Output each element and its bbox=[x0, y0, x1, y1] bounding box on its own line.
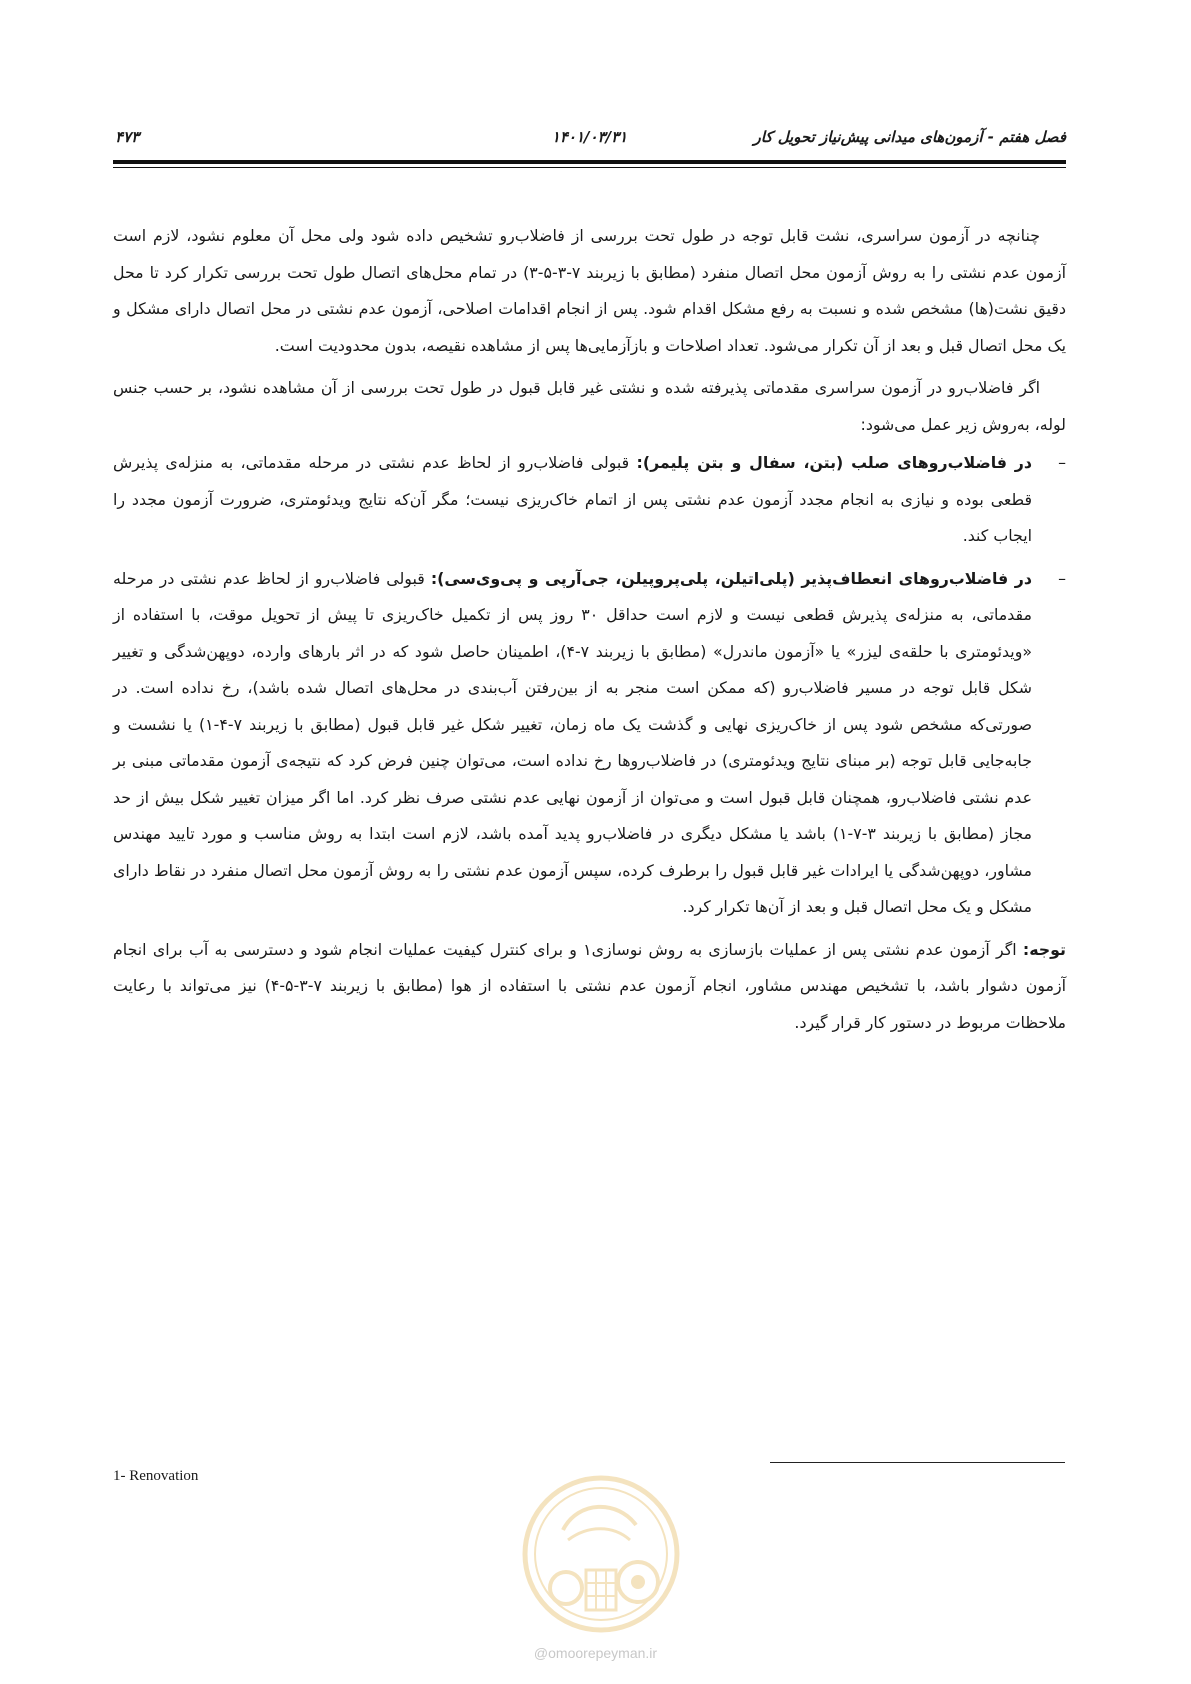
watermark-logo bbox=[508, 1470, 694, 1640]
list-item-rigid bbox=[113, 445, 1066, 555]
page-number: ۴۷۳ bbox=[115, 128, 140, 146]
list-item-flexible bbox=[113, 561, 1066, 926]
note-text: اگر آزمون عدم نشتی پس از عملیات بازسازی به روش نوسازی۱ و برای کنترل کیفیت عملیات انجام شود و دسترسی به آب برای انجام آزمون دشوار باشد، با تشخیص مهندس مشاور، انجام آزمون عدم نشتی با استفاده از هوا (مطابق با زیربند ۷-۳-۵-۴) نیز می‌تواند با رعایت ملاحظات مربوط در دستور کار قرار گیرد. bbox=[113, 939, 1066, 1032]
note-paragraph bbox=[113, 932, 1066, 1042]
footnote-rule bbox=[770, 1462, 1065, 1463]
note-label: توجه: bbox=[1022, 939, 1066, 959]
watermark-url: @omoorepeyman.ir bbox=[533, 1645, 658, 1661]
footnote: 1- Renovation bbox=[113, 1468, 199, 1484]
paragraph-1: چنانچه در آزمون سراسری، نشت قابل توجه در طول تحت بررسی از فاضلاب‌رو تشخیص داده شود ولی محل آن معلوم نشود، لازم است آزمون عدم نشتی را به روش آزمون محل اتصال منفرد (مطابق با زیربند ۷-۳-۵-۳) در تمام محل‌های اتصال طول تحت بررسی تکرار کرد تا محل دقیق نشت(ها) مشخص شده و نسبت به رفع مشکل اقدام شود. پس از انجام اقدامات اصلاحی، آزمون عدم نشتی در محل اتصال دارای مشکل و یک محل اتصال قبل و بعد از آن تکرار می‌شود. تعداد اصلاحات و بازآزمایی‌ها پس از مشاهده نقیصه، بدون محدودیت است. bbox=[113, 226, 1066, 355]
page-header bbox=[113, 128, 1066, 154]
header-rule-thick bbox=[113, 160, 1066, 164]
pipe-type-list bbox=[113, 445, 1066, 926]
header-rule-thin bbox=[113, 167, 1066, 168]
dash-bullet: – bbox=[1058, 568, 1066, 588]
body-text bbox=[113, 218, 1066, 1041]
list-item-text: قبولی فاضلاب‌رو از لحاظ عدم نشتی در مرحله مقدماتی، به منزله‌ی پذیرش قطعی بوده و نیازی به انجام مجدد آزمون عدم نشتی پس از اتمام خاک‌ریزی نیست؛ مگر آن‌که نتایج ویدئومتری، ضرورت آزمون مجدد را ایجاب کند. bbox=[113, 453, 1032, 545]
chapter-title: فصل هفتم - آزمون‌های میدانی پیش‌نیاز تحویل کار bbox=[753, 128, 1066, 146]
list-item-heading: در فاضلاب‌روهای صلب (بتن، سفال و بتن پلیمر): bbox=[636, 453, 1032, 472]
list-item-text: قبولی فاضلاب‌رو از لحاظ عدم نشتی در مرحله مقدماتی، به منزله‌ی پذیرش قطعی نیست و لازم است حداقل ۳۰ روز پس از تکمیل خاک‌ریزی تا پیش از تحویل موقت، با استفاده از «ویدئومتری با حلقه‌ی لیزر» یا «آزمون ماندرل» (مطابق با زیربند ۷-۴)، اطمینان حاصل شود که در اثر بارهای وارده، دوپهن‌شدگی و تغییر شکل قابل توجه در مسیر فاضلاب‌رو (که ممکن است منجر به از بین‌رفتن آب‌بندی در محل‌های اتصال شده باشد)، رخ نداده است. در صورتی‌که مشخص شود پس از خاک‌ریزی نهایی و گذشت یک ماه زمان، تغییر شکل غیر قابل قبول (مطابق با زیربند ۷-۴-۱) یا نشست و جابه‌جایی قابل توجه (بر مبنای نتایج ویدئومتری) در فاضلاب‌روها رخ نداده است، می‌توان چنین فرض کرد که نتیجه‌ی آزمون مقدماتی مبنی بر عدم نشتی فاضلاب‌رو، همچنان قابل قبول است و می‌توان از آزمون نهایی عدم نشتی صرف نظر کرد. اما اگر میزان تغییر شکل بیش از حد مجاز (مطابق با زیربند ۳-۷-۱) باشد یا مشکل دیگری در فاضلاب‌رو پدید آمده باشد، لازم است ابتدا به روش مناسب و مورد تایید مهندس مشاور، دوپهن‌شدگی یا ایرادات غیر قابل قبول را برطرف کرده، سپس آزمون عدم نشتی را به روش آزمون محل اتصال منفرد در نقاط دارای مشکل و یک محل اتصال قبل و بعد از آن‌ها تکرار کرد. bbox=[113, 568, 1033, 916]
list-item-heading: در فاضلاب‌روهای انعطاف‌پذیر (پلی‌اتیلن، پلی‌پروپیلن، جی‌آرپی و پی‌وی‌سی): bbox=[430, 568, 1032, 588]
header-date: ۱۴۰۱/۰۳/۳۱ bbox=[551, 128, 628, 146]
paragraph-2: اگر فاضلاب‌رو در آزمون سراسری مقدماتی پذیرفته شده و نشتی غیر قابل قبول در طول تحت بررسی از آن مشاهده نشود، بر حسب جنس لوله، به‌روش زیر عمل می‌شود: bbox=[113, 378, 1066, 434]
dash-bullet: – bbox=[1058, 453, 1066, 472]
